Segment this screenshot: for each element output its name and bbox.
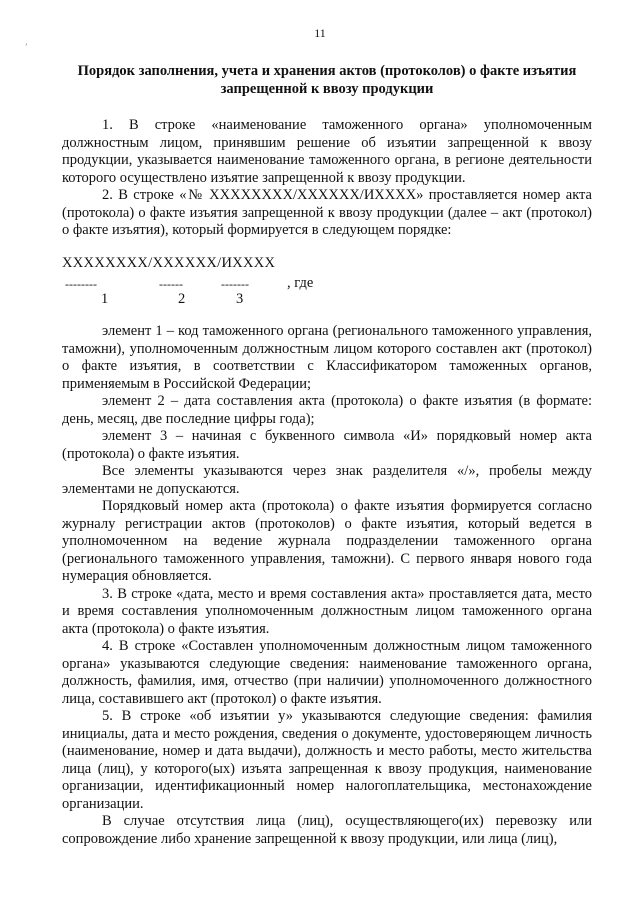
paragraph-element-2: элемент 2 – дата составления акта (протокола) о факте изъятия (в формате: день, месяц, две последние цифры года); — [62, 393, 592, 427]
paragraph-5: 5. В строке «об изъятии у» указываются следующие сведения: фамилия инициалы, дата и место рождения, сведения о документе, удостоверяющем личность (наименование, номер и дата выдачи), должность и место работы, место жительства лица (лиц), у которого(ых) изъята запрещенная к ввозу продукция, наименование организации, идентификационный номер налогоплательщика, местонахождение организации. — [62, 708, 592, 812]
segment-1-dashes: -------- — [65, 277, 97, 291]
segment-2-label: 2 — [178, 291, 186, 307]
page-title: Порядок заполнения, учета и хранения актов (протоколов) о факте изъятия запрещенной к ввозу продукции — [77, 63, 577, 97]
paragraph-3: 3. В строке «дата, место и время составления акта» проставляется дата, место и время составления уполномоченным должностным лицом таможенного органа акта (протокола) о факте изъятия. — [62, 585, 592, 637]
where-label: , где — [287, 275, 314, 291]
paragraph-element-1: элемент 1 – код таможенного органа (регионального таможенного управления, таможни), уполномоченным должностным лицом которого составлен акт (протокол) о факте изъятия, в соответствии с Классификатором таможенных органов, применяемым в Российской Федерации; — [62, 323, 592, 392]
segment-2-dashes: ------ — [159, 277, 183, 291]
paragraph-absence: В случае отсутствия лица (лиц), осуществляющего(их) перевозку или сопровождение либо хранение запрещенной к ввозу продукции, или лица (лиц), — [62, 813, 592, 847]
paragraph-4: 4. В строке «Составлен уполномоченным должностным лицом таможенного органа» указываются следующие сведения: наименование таможенного органа, должность, фамилия, имя, отчество (при наличии) уполномоченного должностного лица, составившего акт (протокол) о факте изъятия. — [62, 638, 592, 707]
scan-mark: ’ — [25, 42, 28, 51]
paragraphs-bottom — [62, 323, 592, 848]
paragraphs-top — [62, 117, 592, 240]
paragraph-separator: Все элементы указываются через знак разделителя «/», пробелы между элементами не допускаются. — [62, 463, 592, 497]
segment-3-dashes: ------- — [221, 277, 249, 291]
number-format-code: XXXXXXXX/XXXXXX/ИXXXX — [62, 255, 276, 271]
paragraph-2: 2. В строке «№ XXXXXXXX/XXXXXX/ИXXXX» проставляется номер акта (протокола) о факте изъятия запрещенной к ввозу продукции (далее – акт (протокол) о факте изъятия), который формируется в следующем порядке: — [62, 187, 592, 238]
page-number: 11 — [314, 26, 326, 40]
segment-3-label: 3 — [236, 291, 244, 307]
paragraph-element-3: элемент 3 – начиная с буквенного символа «И» порядковый номер акта (протокола) о факте изъятия. — [62, 428, 592, 462]
paragraph-journal: Порядковый номер акта (протокола) о факте изъятия формируется согласно журналу регистрации актов (протоколов) о факте изъятия, который ведется в уполномоченном на ведение журнала подразделении таможенного органа (регионального таможенного управления, таможни). С первого января нового года нумерация обновляется. — [62, 498, 592, 584]
segment-1-label: 1 — [101, 291, 109, 307]
paragraph-1: 1. В строке «наименование таможенного органа» уполномоченным должностным лицом, принявшим решение об изъятии запрещенной к ввозу продукции, указывается наименование таможенного органа, в регионе деятельности которого осуществлено изъятие запрещенной к ввозу продукции. — [62, 117, 592, 186]
